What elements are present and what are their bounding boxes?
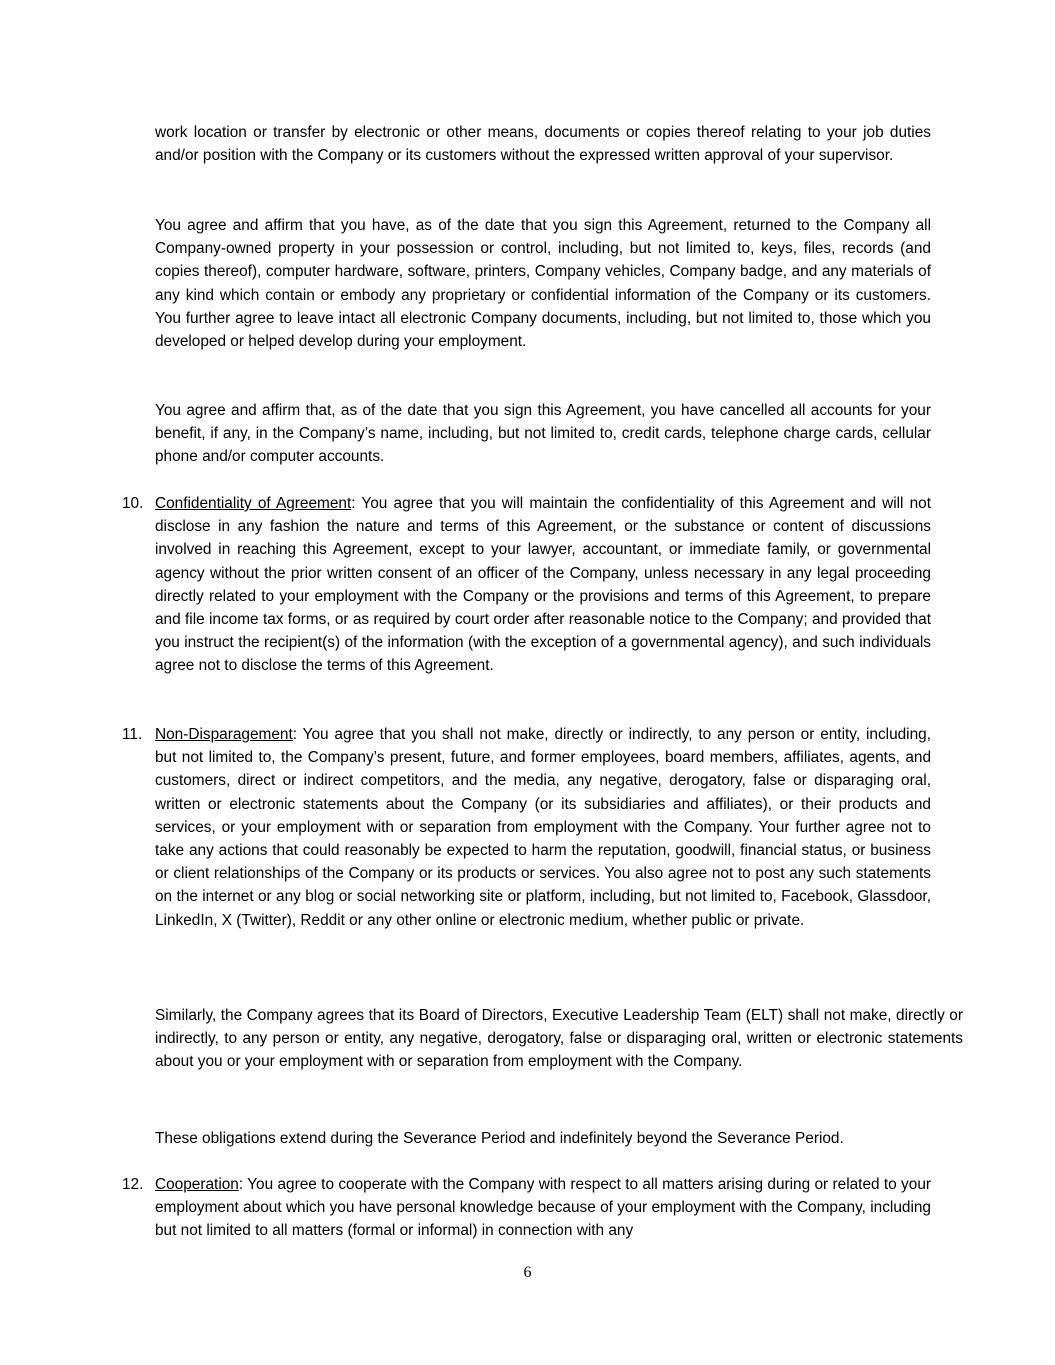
continued-paragraph: work location or transfer by electronic or other means, documents or copies thereof relating to your job duties and/or position with the Company or its customers without the expressed written approval of your supervisor. [155, 124, 931, 165]
section-number: 10. [122, 495, 144, 512]
section-text: : You agree that you shall not make, directly or indirectly, to any person or entity, including, but not limited to, the Company’s present, future, and former employees, board members, affiliates, agents, and customers, direct or indirect competitors, and the media, any negative, derogatory, false or disparaging oral, written or electronic statements about the Company (or its subsidiaries and affiliates), or their products and services, or your employment with or separation from employment with the Company. Your further agree not to take any actions that could reasonably be expected to harm the reputation, goodwill, financial status, or business or client relationships of the Company or its products or services. You also agree not to post any such statements on the internet or any blog or social networking site or platform, including, but not limited to, Facebook, Glassdoor, LinkedIn, X (Twitter), Reddit or any other online or electronic medium, whether public or private. [155, 726, 931, 929]
section-number: 12. [122, 1176, 144, 1193]
section-confidentiality [155, 492, 931, 678]
section-non-disparagement [155, 723, 931, 932]
section-heading: Non-Disparagement [155, 726, 293, 743]
section-text: : You agree to cooperate with the Company with respect to all matters arising during or related to your employment about which you have personal knowledge because of your employment with the Company, including but not limited to all matters (formal or informal) in connection with any [155, 1176, 931, 1240]
section-text: : You agree that you will maintain the confidentiality of this Agreement and will not disclose in any fashion the nature and terms of this Agreement, or the substance or content of discussions involved in reaching this Agreement, except to your lawyer, accountant, or immediate family, or governmental agency without the prior written consent of an officer of the Company, unless necessary in any legal proceeding directly related to your employment with the Company or the provisions and terms of this Agreement, to prepare and file income tax forms, or as required by court order after reasonable notice to the Company; and provided that you instruct the recipient(s) of the information (with the exception of a governmental agency), and such individuals agree not to disclose the terms of this Agreement. [155, 495, 932, 675]
section-heading: Cooperation [155, 1176, 239, 1193]
section-heading: Confidentiality of Agreement [155, 495, 352, 512]
section-cooperation [155, 1173, 931, 1243]
accounts-cancel-paragraph: You agree and affirm that, as of the date that you sign this Agreement, you have cancelled all accounts for your benefit, if any, in the Company’s name, including, but not limited to, credit cards, telephone charge cards, cellular phone and/or computer accounts. [155, 402, 931, 466]
section-number: 11. [122, 726, 143, 743]
obligation-duration-paragraph: These obligations extend during the Severance Period and indefinitely beyond the Severance Period. [155, 1130, 844, 1147]
company-obligation-paragraph: Similarly, the Company agrees that its Board of Directors, Executive Leadership Team (ELT) shall not make, directly or indirectly, to any person or entity, any negative, derogatory, false or disparaging oral, written or electronic statements about you or your employment with or separation from employment with the Company. [155, 1007, 963, 1071]
page-number: 6 [523, 1264, 532, 1281]
property-return-paragraph: You agree and affirm that you have, as of the date that you sign this Agreement, returned to the Company all Company-owned property in your possession or control, including, but not limited to, keys, files, records (and copies thereof), computer hardware, software, printers, Company vehicles, Company badge, and any materials of any kind which contain or embody any proprietary or confidential information of the Company or its customers. You further agree to leave intact all electronic Company documents, including, but not limited to, those which you developed or helped develop during your employment. [155, 217, 931, 351]
